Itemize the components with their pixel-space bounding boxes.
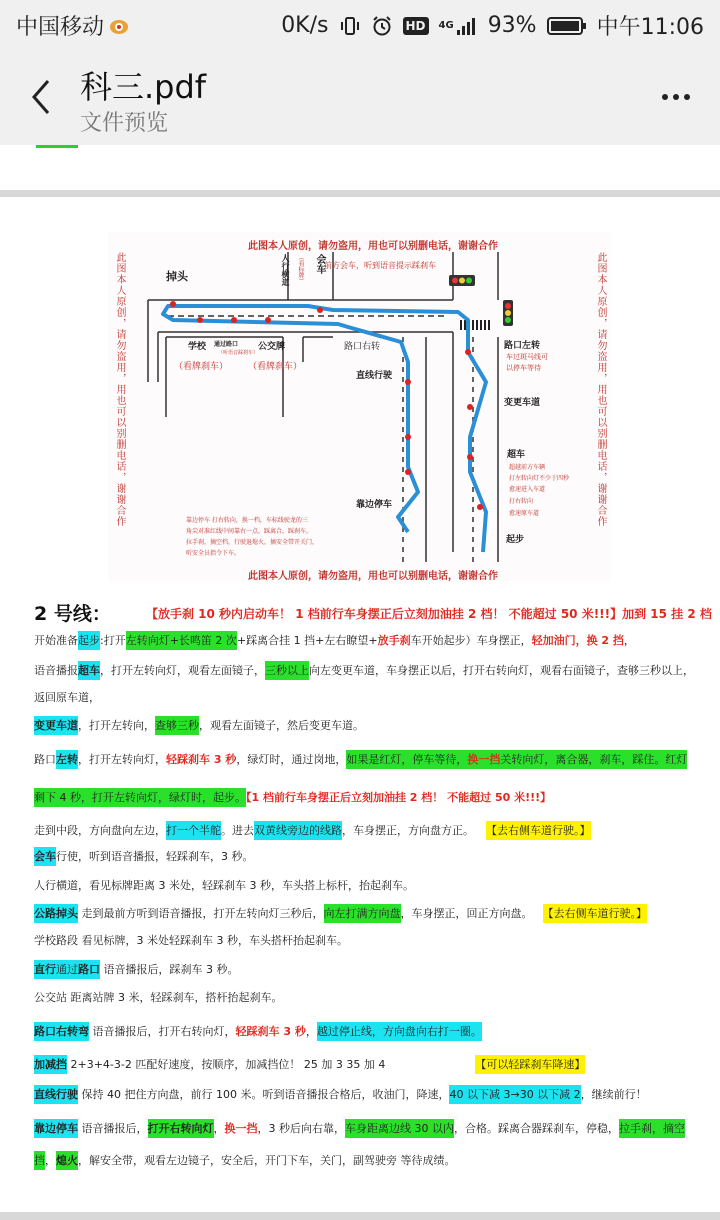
highlight-segment: 超车: [78, 661, 100, 680]
instruction-line: [34, 905, 647, 923]
text-segment: ，车身摆正，回正方向盘。: [400, 907, 533, 920]
red-segment: 放手刹: [377, 634, 411, 647]
highlight-segment: 变更车道: [34, 716, 78, 735]
instruction-line: [34, 848, 254, 866]
instruction-line: [34, 689, 100, 707]
text-segment: 向左变更车道，车身摆正以后，打开右转向灯，观看右面镜子，查够三秒以上，: [309, 664, 694, 677]
highlight-segment: 路口右转弯: [34, 1022, 89, 1041]
network-type: 4G: [438, 20, 454, 31]
text-segment: 开始准备: [34, 634, 78, 647]
highlight-segment: 越过停止线，方向盘向右打一圈。: [317, 1022, 482, 1041]
label-overtake-2: 打左转向灯不少于四秒: [509, 475, 570, 482]
label-left-turn-note-2: 以停车等待: [506, 364, 541, 372]
label-left-turn-note-1: 车过斑马线可: [506, 353, 548, 361]
pull-note-2: 角尖对准红线中间靠右一点，踩离合，踩刹车，: [186, 528, 313, 535]
label-meet-note: 前方会车，听到语音提示踩刹车: [324, 261, 436, 270]
text-segment: 走到中段，方向盘向左边，: [34, 824, 166, 837]
red-segment: 轻踩刹车 3 秒: [166, 753, 237, 766]
text-segment: 语音播报后，踩刹车 3 秒。: [100, 963, 239, 976]
page-separator: [0, 190, 720, 197]
instruction-line: [34, 961, 239, 979]
highlight-segment: 起步: [78, 631, 100, 650]
previous-page-tail: [0, 145, 720, 190]
text-segment: ，: [305, 1025, 317, 1038]
highlight-segment: 左转: [56, 750, 78, 769]
label-school: 学校: [188, 342, 207, 352]
label-meet: 会车: [314, 254, 325, 274]
text-segment: +踩离合挂 1 挡+左右瞭望+: [236, 634, 378, 647]
instruction-line: [34, 1086, 647, 1104]
hd-icon: HD: [403, 17, 429, 35]
map-top-note: 此图本人原创，请勿盗用，用也可以别删电话，谢谢合作: [248, 241, 498, 252]
highlight-segment: 查够三秒: [155, 716, 199, 735]
pull-note-1: 靠边停车 打右转向，换一档，车标线驶龙的三: [186, 517, 308, 524]
instruction-line: [34, 877, 414, 895]
highlight-segment: 剩下 4 秒，打开左转向灯，绿灯时，起步。: [34, 788, 246, 807]
highlight-segment: 左转向灯+长鸣笛 2 次: [126, 631, 237, 650]
label-overtake-3: 愈速进入车道: [509, 486, 546, 493]
label-crosswalk-note: （看标牌）: [297, 254, 304, 284]
highlight-segment: 双黄线旁边的线路: [254, 821, 342, 840]
highlight-segment: 打一个半舵: [166, 821, 221, 840]
status-bar: [0, 0, 720, 50]
text-segment: 保持 40 把住方向盘，前行 100 米。听到语音播报合格后，收油门，降速，: [78, 1088, 450, 1101]
text-segment: ，: [623, 634, 635, 647]
text-segment: ，继续前行！: [580, 1088, 647, 1101]
battery-icon: [547, 16, 587, 36]
highlight-segment: 打开右转向灯: [148, 1119, 214, 1138]
label-left-turn: 路口左转: [504, 341, 541, 351]
highlight-segment: 通过: [56, 960, 78, 979]
label-through-note: （听语音踩刹车）: [218, 350, 259, 356]
label-through: 通过路口: [214, 341, 239, 348]
vibrate-icon: [339, 15, 361, 37]
highlight-segment: 直行: [34, 960, 56, 979]
highlight-segment: 拉手刹，摘空: [619, 1119, 685, 1138]
label-overtake-4: 打右转向: [509, 498, 534, 505]
text-segment: ，解安全带，观看左边镜子，安全后，开门下车，关门，副驾驶旁 等待成绩。: [78, 1154, 456, 1167]
instruction-line: [34, 1023, 482, 1041]
instruction-line: [34, 932, 348, 950]
file-title: 科三.pdf: [80, 68, 207, 106]
map-right-note: 此图本人原创，请勿盗用，用也可以别删电话，谢谢合作: [595, 252, 606, 527]
instruction-line: [34, 1120, 685, 1138]
more-options-button[interactable]: [654, 82, 698, 112]
text-segment: ，合格。踩离合器踩刹车，停稳，: [454, 1122, 619, 1135]
label-start: 起步: [506, 535, 525, 545]
net-speed: 0K/s: [281, 13, 329, 38]
eye-app-icon: [108, 15, 130, 37]
label-brake-1: （看牌刹车）: [174, 362, 229, 372]
back-arrow-icon: [28, 77, 52, 117]
route-warning: 【放手刹 10 秒内启动车！ 1 档前行车身摆正后立刻加油挂 2 档！ 不能超过 50 米!!!】加到 15 挂 2 档: [146, 607, 712, 621]
text-segment: 语音播报: [34, 664, 78, 677]
highlight-segment: 换一挡: [467, 750, 500, 769]
label-brake-2: （看牌刹车）: [248, 362, 303, 372]
highlight-segment: 向左打满方向盘: [324, 904, 401, 923]
highlight-segment: 挡: [34, 1151, 45, 1170]
instruction-line: [34, 1152, 456, 1170]
label-overtake-1: 超越前方车辆: [509, 464, 546, 471]
label-lane-change: 变更车道: [504, 398, 541, 408]
instruction-line: [34, 632, 635, 650]
text-segment: 人行横道，看见标牌距离 3 米处，轻踩刹车 3 秒，车头搭上标杆，抬起刹车。: [34, 879, 414, 892]
text-segment: 2+3+4-3-2 匹配好速度，按顺序，加减挡位！ 25 加 3 35 加 4: [67, 1058, 386, 1071]
highlight-segment: 靠边停车: [34, 1119, 78, 1138]
red-segment: 【1 档前行车身摆正后立刻加油挂 2 档！ 不能超过 50 米!!!】: [246, 791, 552, 804]
label-straight: 直线行驶: [356, 371, 393, 381]
text-segment: ，观看左面镜子，然后变更车道。: [199, 719, 364, 732]
label-pull-over: 靠边停车: [356, 500, 393, 510]
battery-percent: 93%: [487, 13, 537, 38]
back-button[interactable]: [20, 72, 60, 122]
text-segment: 语音播报后，打开右转向灯，: [89, 1025, 236, 1038]
text-segment: :打开: [100, 634, 126, 647]
more-dot-icon: [684, 94, 690, 100]
pull-note-4: 听安全员指令下车。: [186, 550, 241, 557]
text-segment: 。进去: [221, 824, 254, 837]
map-bottom-note: 此图本人原创，请勿盗用，用也可以别删电话，谢谢合作: [248, 571, 498, 582]
highlight-segment: 熄火: [56, 1151, 78, 1170]
pdf-page: [0, 197, 720, 1212]
highlight-segment: 会车: [34, 847, 56, 866]
carrier-label: 中国移动: [16, 15, 105, 40]
alarm-icon: [371, 15, 393, 37]
more-dot-icon: [662, 94, 668, 100]
label-overtake-5: 愈速原车道: [509, 510, 540, 517]
highlight-segment: 【可以轻踩刹车降速】: [475, 1055, 585, 1074]
highlight-segment: 40 以下减 3→30 以下减 2: [449, 1085, 580, 1104]
label-crosswalk: 人行横道: [281, 254, 291, 286]
red-segment: 轻踩刹车 3 秒: [235, 1025, 306, 1038]
highlight-segment: 关转向灯，离合器，刹车，踩住。红灯: [500, 750, 687, 769]
instruction-line: [34, 717, 364, 735]
highlight-segment: 【去右侧车道行驶。】: [543, 904, 648, 923]
instruction-line: [34, 1056, 585, 1074]
text-segment: 公交站 距离站牌 3 米，轻踩刹车，搭杆抬起刹车。: [34, 991, 283, 1004]
text-segment: 学校路段 看见标牌，3 米处轻踩刹车 3 秒，车头搭杆抬起刹车。: [34, 934, 348, 947]
text-segment: ，: [45, 1154, 56, 1167]
page-separator: [0, 1212, 720, 1220]
route-map: [108, 232, 610, 582]
label-overtake: 超车: [507, 450, 526, 460]
text-segment: ，车身摆正，方向盘方正。: [342, 824, 474, 837]
highlight-fragment: [36, 145, 78, 148]
instruction-line: [34, 789, 551, 807]
highlight-segment: 如果是红灯，停车等待，: [346, 750, 467, 769]
instruction-line: [34, 751, 687, 769]
text-segment: 路口: [34, 753, 56, 766]
instruction-line: [34, 989, 283, 1007]
pull-note-3: 拉手刹，摘空档，行驶退熄火，摘安全带开关门，: [186, 539, 319, 546]
highlight-segment: 路口: [78, 960, 100, 979]
instruction-line: [34, 822, 591, 840]
highlight-segment: 加减挡: [34, 1055, 67, 1074]
highlight-segment: 三秒以上: [265, 661, 309, 680]
text-segment: ，打开左转向灯，: [78, 753, 166, 766]
highlight-segment: 车身距离边线 30 以内: [345, 1119, 454, 1138]
more-dot-icon: [673, 94, 679, 100]
text-segment: 车开始起步）车身摆正，: [410, 634, 532, 647]
text-segment: ，: [213, 1122, 225, 1135]
text-segment: ，3 秒后向右靠，: [257, 1122, 345, 1135]
highlight-segment: 【去右侧车道行驶。】: [486, 821, 591, 840]
file-subtitle: 文件预览: [80, 111, 169, 136]
route-title: 2 号线：: [34, 603, 111, 625]
app-bar: [0, 50, 720, 145]
route-heading: [34, 597, 714, 627]
label-right-turn: 路口右转: [344, 342, 381, 352]
red-segment: 轻加油门，换 2 挡: [531, 634, 624, 647]
text-segment: ，绿灯时，通过岗地，: [236, 753, 347, 766]
text-segment: 语音播报后，: [78, 1122, 148, 1135]
signal-icon: [439, 16, 478, 36]
map-left-note: 此图本人原创，请勿盗用，用也可以别删电话，谢谢合作: [114, 252, 125, 527]
instruction-line: [34, 662, 694, 680]
highlight-segment: 公路掉头: [34, 904, 78, 923]
text-segment: ，打开左转向灯，观看左面镜子，: [100, 664, 265, 677]
clock: 中午11:06: [596, 15, 704, 40]
highlight-segment: 直线行驶: [34, 1085, 78, 1104]
label-u-turn: 掉头: [166, 270, 188, 283]
red-segment: 换一挡: [224, 1122, 258, 1135]
text-segment: 返回原车道，: [34, 691, 100, 704]
pdf-viewer[interactable]: [0, 145, 720, 1220]
text-segment: 行使，听到语音播报，轻踩刹车，3 秒。: [56, 850, 254, 863]
text-segment: 走到最前方听到语音播报，打开左转向灯三秒后，: [78, 907, 324, 920]
label-bus: 公交牌: [258, 342, 286, 352]
text-segment: ，打开左转向，: [78, 719, 155, 732]
